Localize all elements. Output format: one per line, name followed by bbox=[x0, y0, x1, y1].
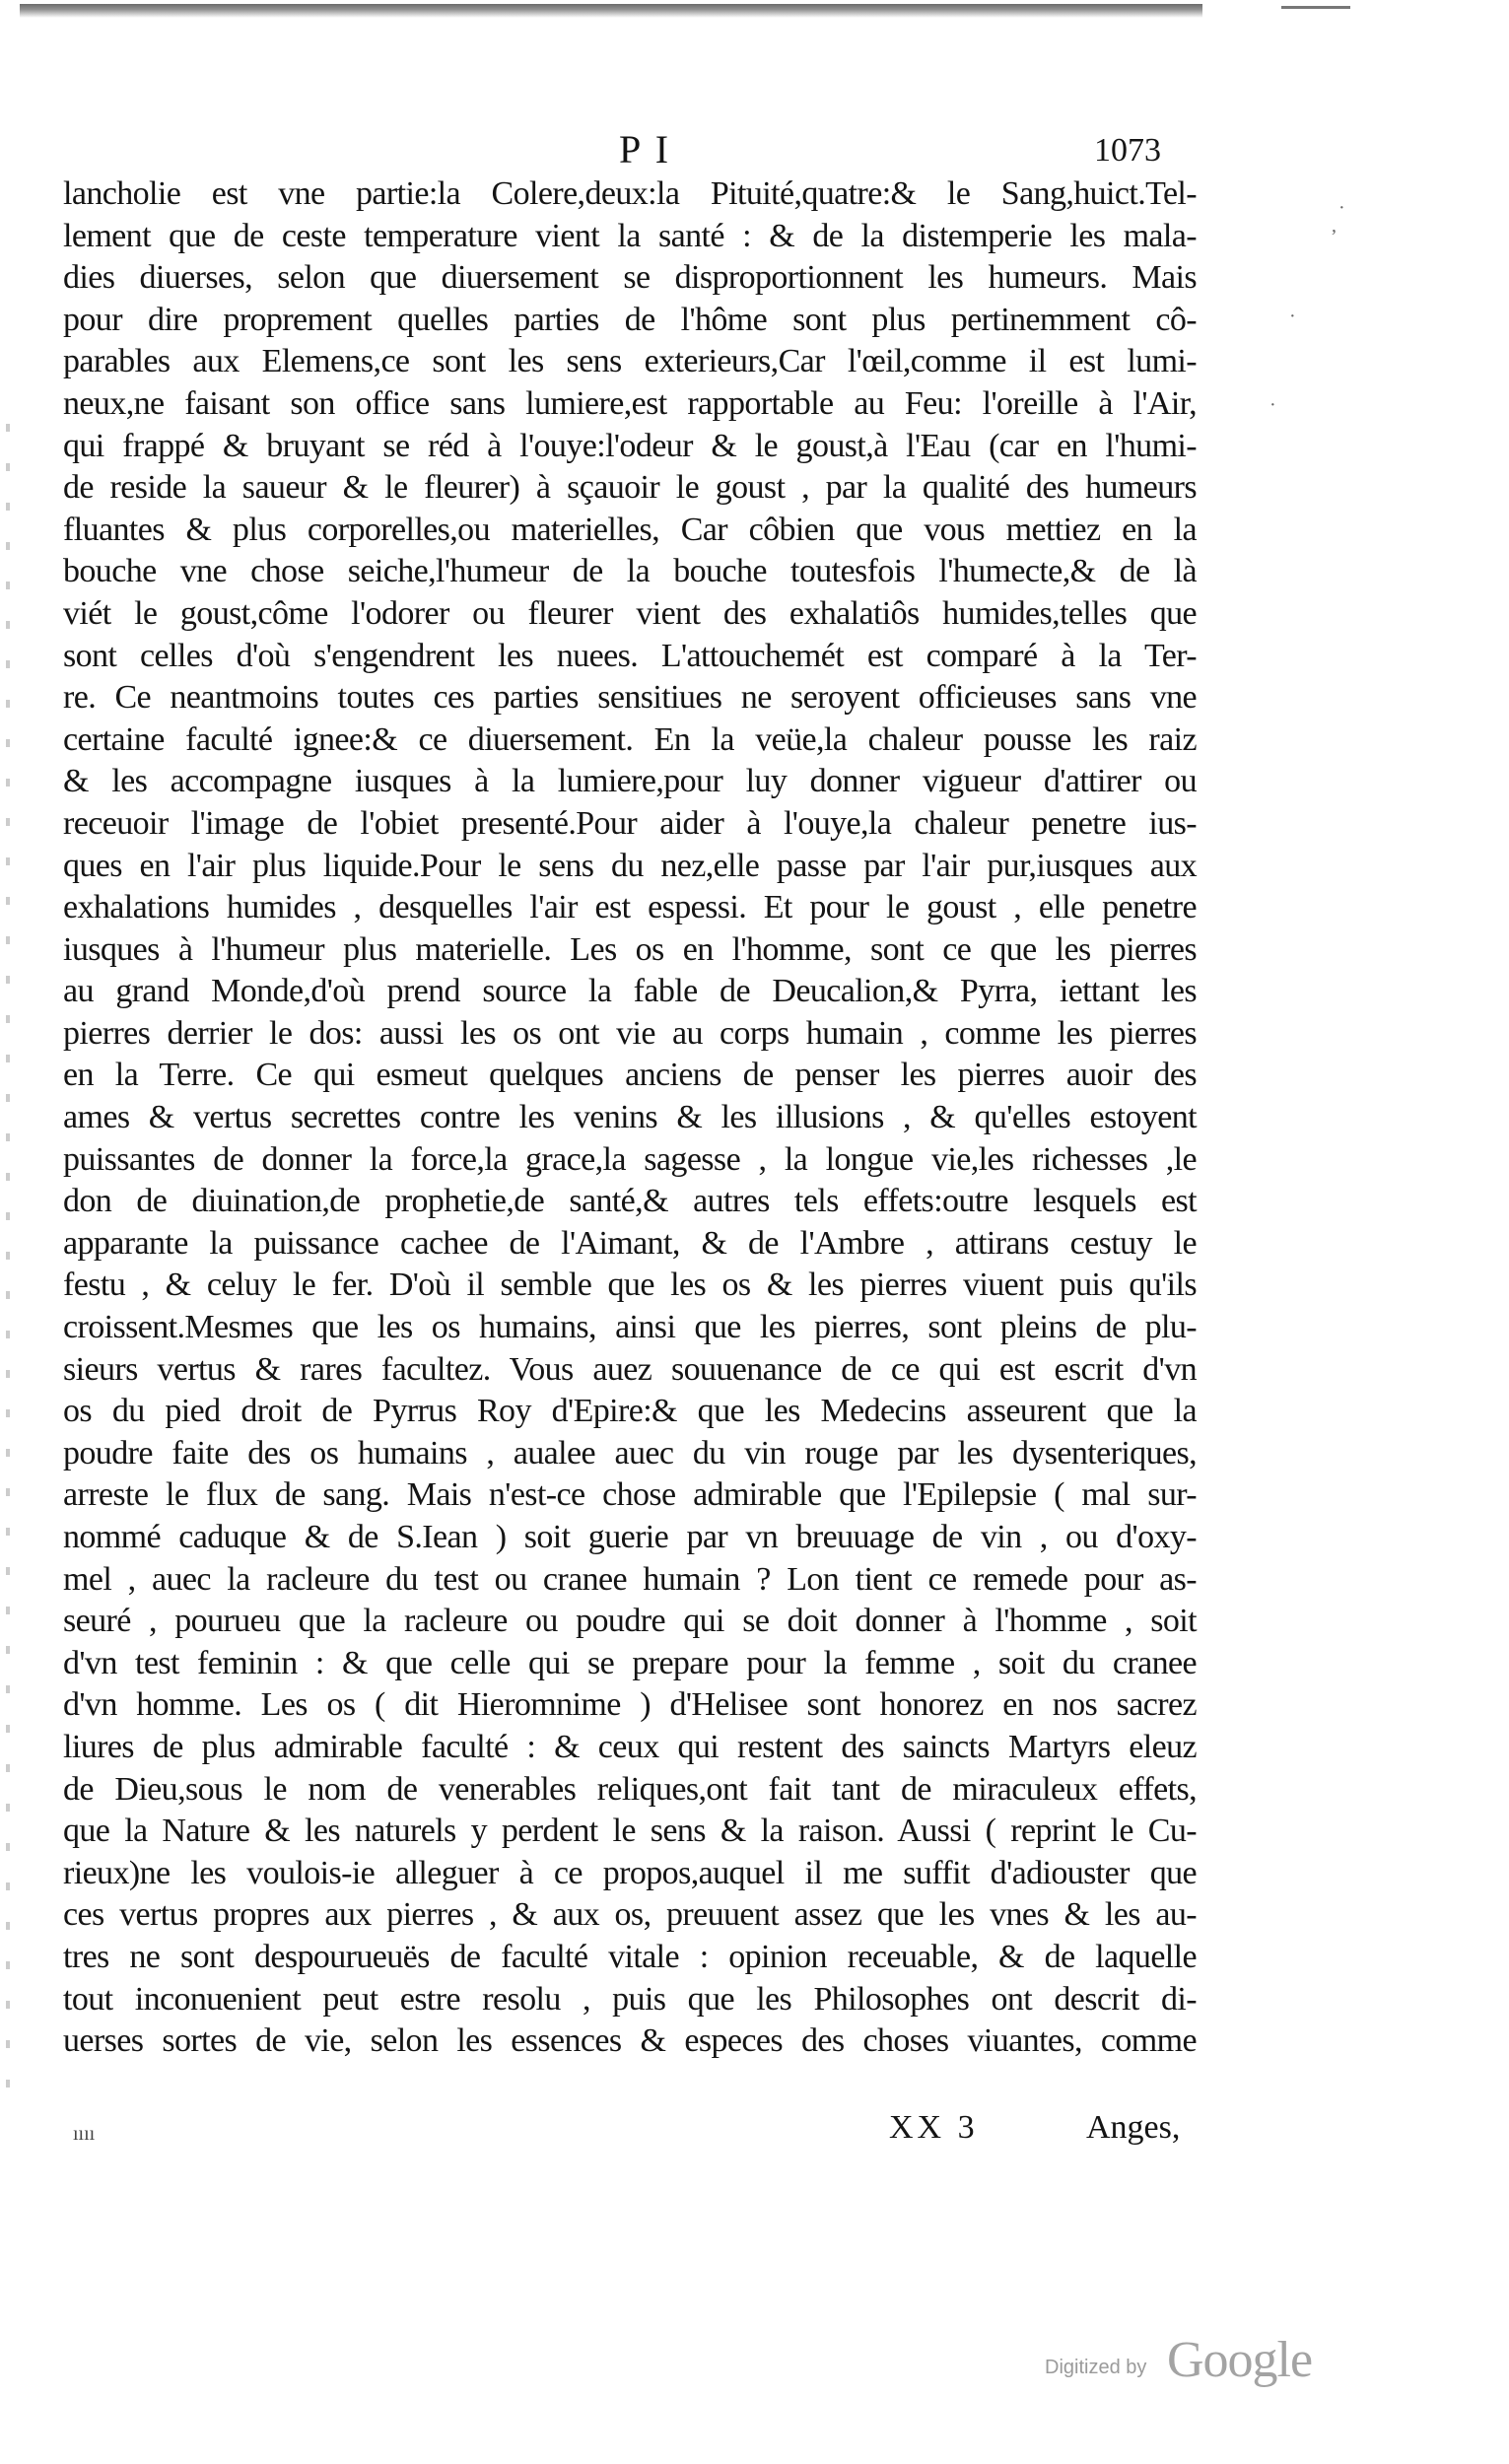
page-number: 1073 bbox=[1094, 132, 1161, 169]
page-header bbox=[0, 126, 1509, 173]
text-line: poudre faite des os humains , aualee auec du vin rouge par les dysenteriques, bbox=[63, 1434, 1197, 1472]
text-line: pierres derrier le dos: aussi les os ont vie au corps humain , comme les pierres bbox=[63, 1014, 1197, 1052]
text-line: d'vn test feminin : & que celle qui se prepare pour la femme , soit du cranee bbox=[63, 1644, 1197, 1681]
top-scan-edge bbox=[20, 4, 1202, 18]
text-line: apparante la puissance cachee de l'Aimant, & de l'Ambre , attirans cestuy le bbox=[63, 1224, 1197, 1262]
text-line: uerses sortes de vie, selon les essences & especes des choses viuantes, comme bbox=[63, 2022, 1197, 2060]
text-line: pour dire proprement quelles parties de l'hôme sont plus pertinemment cô- bbox=[63, 301, 1197, 338]
text-line: qui frappé & bruyant se réd à l'ouye:l'odeur & le goust,à l'Eau (car en l'humi- bbox=[63, 427, 1197, 464]
text-line: ces vertus propres aux pierres , & aux os, preuuent assez que les vnes & les au- bbox=[63, 1896, 1197, 1934]
text-line: tres ne sont despourueuës de faculté vitale : opinion receuable, & de laquelle bbox=[63, 1938, 1197, 1975]
running-head: P I bbox=[619, 127, 672, 171]
page-footer bbox=[0, 2109, 1509, 2158]
text-line: certaine faculté ignee:& ce diuersement. En la veüe,la chaleur pousse les raiz bbox=[63, 720, 1197, 758]
text-line: fluantes & plus corporelles,ou materielles, Car côbien que vous mettiez en la bbox=[63, 511, 1197, 548]
digitized-by-label: Digitized by bbox=[1045, 2357, 1147, 2378]
text-line: re. Ce neantmoins toutes ces parties sensitiues ne seroyent officieuses sans vne bbox=[63, 679, 1197, 717]
text-line: lancholie est vne partie:la Colere,deux:la Pituité,quatre:& le Sang,huict.Tel- bbox=[63, 175, 1197, 212]
text-line: neux,ne faisant son office sans lumiere,est rapportable au Feu: l'oreille à l'Air, bbox=[63, 384, 1197, 422]
text-line: tout inconuenient peut estre resolu , puis que les Philosophes ont descrit di- bbox=[63, 1980, 1197, 2018]
text-line: que la Nature & les naturels y perdent le sens & la raison. Aussi ( reprint le Cu- bbox=[63, 1813, 1197, 1850]
text-line: rieux)ne les voulois-ie alleguer à ce propos,auquel il me suffit d'adiouster que bbox=[63, 1854, 1197, 1891]
digitized-by-watermark bbox=[1045, 2331, 1360, 2390]
text-line: ques en l'air plus liquide.Pour le sens du nez,elle passe par l'air pur,iusques aux bbox=[63, 847, 1197, 884]
text-line: puissantes de donner la force,la grace,la sagesse , la longue vie,les richesses ,le bbox=[63, 1140, 1197, 1178]
signature-mark: XX 3 bbox=[889, 2109, 979, 2146]
text-line: & les accompagne iusques à la lumiere,pour luy donner vigueur d'attirer ou bbox=[63, 763, 1197, 800]
text-line: liures de plus admirable faculté : & ceux qui restent des saincts Martyrs eleuz bbox=[63, 1728, 1197, 1765]
text-line: nommé caduque & de S.Iean ) soit guerie par vn breuuage de vin , ou d'oxy- bbox=[63, 1519, 1197, 1555]
left-scan-edge bbox=[6, 424, 10, 2099]
text-line: bouche vne chose seiche,l'humeur de la bouche toutesfois l'humecte,& de là bbox=[63, 553, 1197, 590]
catchword: Anges, bbox=[1086, 2109, 1181, 2146]
text-line: os du pied droit de Pyrrus Roy d'Epire:& que les Medecins asseurent que la bbox=[63, 1393, 1197, 1430]
text-line: arreste le flux de sang. Mais n'est-ce chose admirable que l'Epilepsie ( mal sur- bbox=[63, 1476, 1197, 1514]
text-line: festu , & celuy le fer. D'où il semble que les os & les pierres viuent puis qu'ils bbox=[63, 1266, 1197, 1304]
margin-speck: · bbox=[1289, 306, 1296, 327]
text-line: iusques à l'humeur plus materielle. Les os en l'homme, sont ce que les pierres bbox=[63, 930, 1197, 968]
google-logo: Google bbox=[1167, 2332, 1313, 2388]
margin-marks bbox=[1240, 177, 1358, 1656]
top-scan-mark bbox=[1281, 6, 1350, 9]
text-line: en la Terre. Ce qui esmeut quelques anciens de penser les pierres auoir des bbox=[63, 1057, 1197, 1094]
text-line: viét le goust,côme l'odorer ou fleurer vient des exhalatiôs humides,telles que bbox=[63, 594, 1197, 632]
text-line: sont celles d'où s'engendrent les nuees. L'attouchemét est comparé à la Ter- bbox=[63, 637, 1197, 674]
text-line: lement que de ceste temperature vient la santé : & de la distemperie les mala- bbox=[63, 217, 1197, 254]
text-line: parables aux Elemens,ce sont les sens exterieurs,Car l'œil,comme il est lumi- bbox=[63, 343, 1197, 380]
text-line: de reside la saueur & le fleurer) à sçauoir le goust , par la qualité des humeurs bbox=[63, 469, 1197, 507]
text-line: seuré , pourueu que la racleure ou poudre qui se doit donner à l'homme , soit bbox=[63, 1603, 1197, 1640]
margin-speck: · bbox=[1269, 394, 1276, 416]
text-line: dies diuerses, selon que diuersement se disproportionnent les humeurs. Mais bbox=[63, 259, 1197, 297]
text-line: sieurs vertus & rares facultez. Vous auez souuenance de ce qui est escrit d'vn bbox=[63, 1350, 1197, 1388]
text-line: receuoir l'image de l'obiet presenté.Pour aider à l'ouye,la chaleur penetre ius- bbox=[63, 804, 1197, 842]
text-line: au grand Monde,d'où prend source la fable de Deucalion,& Pyrra, iettant les bbox=[63, 973, 1197, 1010]
margin-speck: ‚ bbox=[1331, 215, 1338, 237]
text-line: mel , auec la racleure du test ou cranee humain ? Lon tient ce remede pour as- bbox=[63, 1560, 1197, 1598]
margin-speck: · bbox=[1338, 197, 1345, 219]
text-line: croissent.Mesmes que les os humains, ainsi que les pierres, sont pleins de plu- bbox=[63, 1309, 1197, 1346]
text-line: ames & vertus secrettes contre les venins & les illusions , & qu'elles estoyent bbox=[63, 1099, 1197, 1136]
text-line: de Dieu,sous le nom de venerables reliques,ont fait tant de miraculeux effets, bbox=[63, 1770, 1197, 1808]
footer-mark: ıııı bbox=[73, 2123, 96, 2145]
text-line: d'vn homme. Les os ( dit Hieromnime ) d'Helisee sont honorez en nos sacrez bbox=[63, 1686, 1197, 1724]
text-line: exhalations humides , desquelles l'air est espessi. Et pour le goust , elle penetre bbox=[63, 889, 1197, 926]
text-line: don de diuination,de prophetie,de santé,& autres tels effets:outre lesquels est bbox=[63, 1183, 1197, 1220]
body-text bbox=[63, 173, 1197, 2063]
